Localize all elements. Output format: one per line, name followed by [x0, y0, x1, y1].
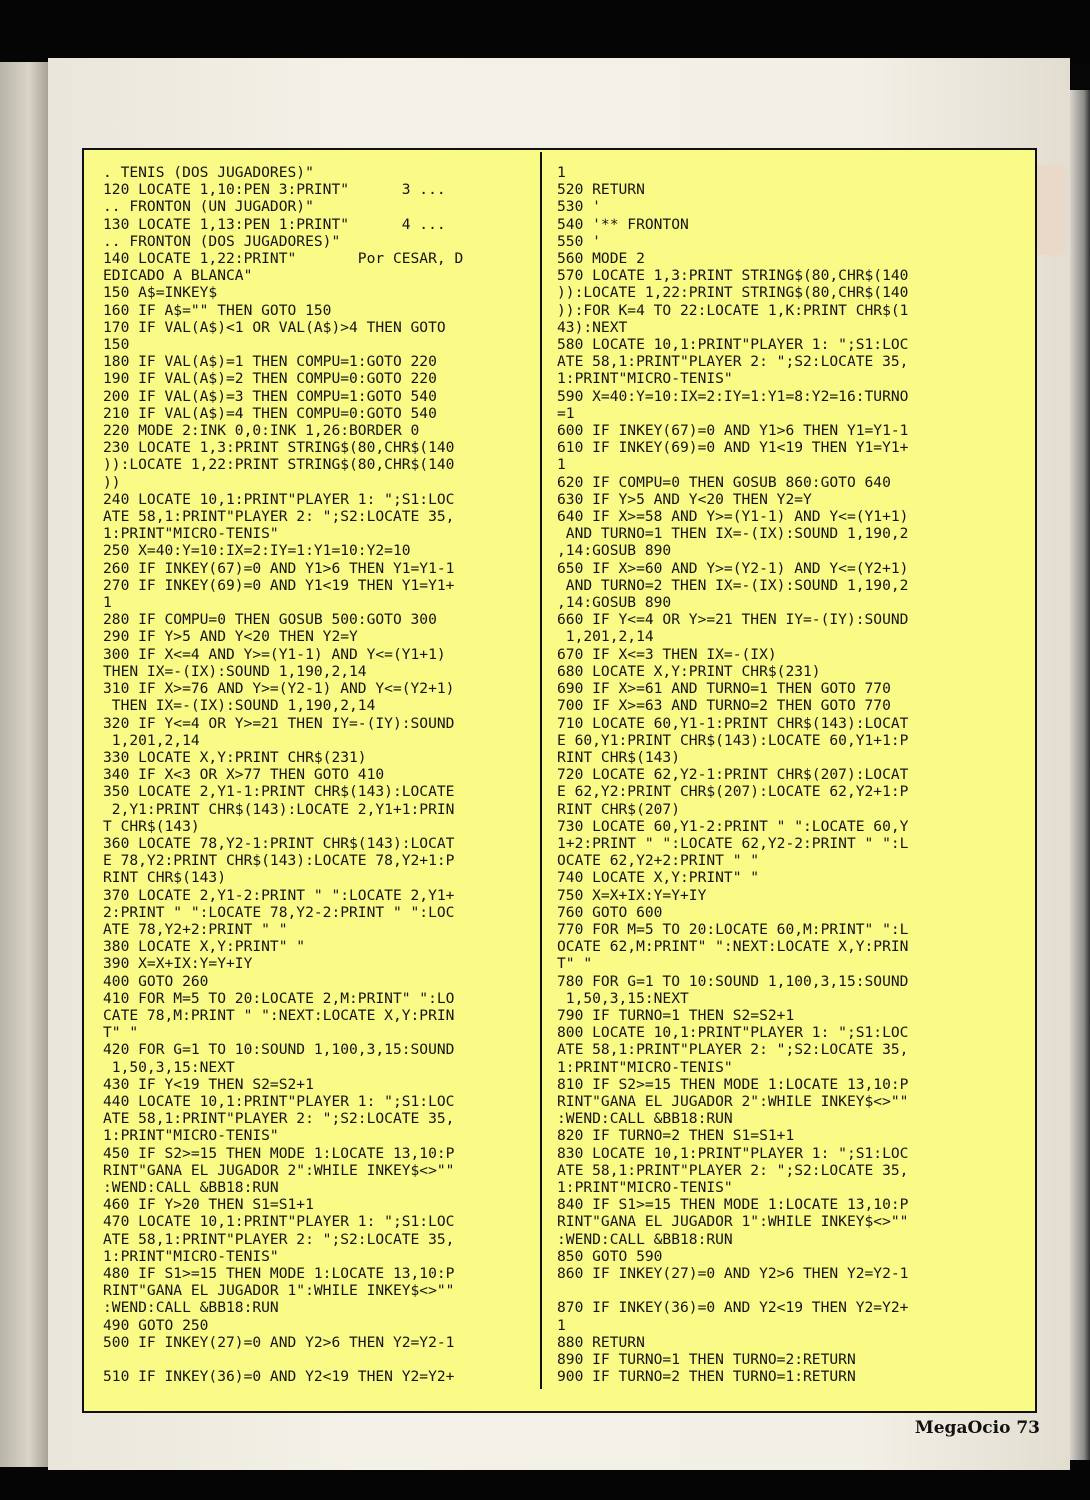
- code-line: 690 IF X>=61 AND TURNO=1 THEN GOTO 770: [557, 680, 891, 698]
- code-line: 160 IF A$="" THEN GOTO 150: [103, 301, 332, 319]
- code-line: . TENIS (DOS JUGADORES)": [103, 164, 314, 181]
- code-line: OCATE 62,Y2+2:PRINT " ": [557, 852, 760, 870]
- code-line: 1: [557, 1316, 566, 1334]
- code-line: 660 IF Y<=4 OR Y>=21 THEN IY=-(IY):SOUND: [557, 611, 909, 629]
- code-line: 210 IF VAL(A$)=4 THEN COMPU=0:GOTO 540: [103, 404, 437, 422]
- code-line: 530 ': [557, 198, 601, 216]
- code-line: 1:PRINT"MICRO-TENIS": [103, 525, 279, 543]
- code-line: 700 IF X>=63 AND TURNO=2 THEN GOTO 770: [557, 697, 891, 715]
- code-line: 800 LOCATE 10,1:PRINT"PLAYER 1: ";S1:LOC: [557, 1024, 909, 1042]
- code-line: 1: [103, 594, 112, 612]
- code-line: )):FOR K=4 TO 22:LOCATE 1,K:PRINT CHR$(1: [557, 301, 909, 319]
- code-line: 240 LOCATE 10,1:PRINT"PLAYER 1: ";S1:LOC: [103, 490, 455, 508]
- code-line: 43):NEXT: [557, 318, 628, 336]
- code-line: 630 IF Y>5 AND Y<20 THEN Y2=Y: [557, 490, 812, 508]
- code-line: 300 IF X<=4 AND Y>=(Y1-1) AND Y<=(Y1+1): [103, 645, 446, 663]
- code-line: 620 IF COMPU=0 THEN GOSUB 860:GOTO 640: [557, 473, 891, 491]
- code-line: 1,201,2,14: [103, 731, 200, 749]
- code-line: OCATE 62,M:PRINT" ":NEXT:LOCATE X,Y:PRIN: [557, 938, 909, 956]
- code-line: 340 IF X<3 OR X>77 THEN GOTO 410: [103, 766, 385, 784]
- code-line: :WEND:CALL &BB18:RUN: [103, 1299, 279, 1317]
- code-line: 490 GOTO 250: [103, 1316, 209, 1334]
- code-line: 740 LOCATE X,Y:PRINT" ": [557, 869, 760, 887]
- code-line: 850 GOTO 590: [557, 1247, 663, 1265]
- code-line: 640 IF X>=58 AND Y>=(Y1-1) AND Y<=(Y1+1): [557, 508, 909, 526]
- code-line: 1,50,3,15:NEXT: [103, 1058, 235, 1076]
- code-line: 510 IF INKEY(36)=0 AND Y2<19 THEN Y2=Y2+: [103, 1368, 455, 1386]
- code-line: ATE 58,1:PRINT"PLAYER 2: ";S2:LOCATE 35,: [103, 1230, 455, 1248]
- code-line: 670 IF X<=3 THEN IX=-(IX): [557, 645, 777, 663]
- code-line: 680 LOCATE X,Y:PRINT CHR$(231): [557, 662, 821, 680]
- code-line: :WEND:CALL &BB18:RUN: [103, 1178, 279, 1196]
- code-line: 1: [557, 164, 566, 181]
- code-line: 760 GOTO 600: [557, 903, 663, 921]
- code-line: 480 IF S1>=15 THEN MODE 1:LOCATE 13,10:P: [103, 1265, 455, 1282]
- code-line: 2,Y1:PRINT CHR$(143):LOCATE 2,Y1+1:PRIN: [103, 800, 455, 818]
- code-line: 290 IF Y>5 AND Y<20 THEN Y2=Y: [103, 628, 358, 646]
- code-line: RINT"GANA EL JUGADOR 1":WHILE INKEY$<>"": [557, 1213, 909, 1231]
- code-line: 540 '** FRONTON: [557, 215, 689, 233]
- code-line: RINT"GANA EL JUGADOR 2":WHILE INKEY$<>"": [557, 1092, 909, 1110]
- code-line: 390 X=X+IX:Y=Y+IY: [103, 955, 253, 973]
- code-line: [557, 1282, 908, 1299]
- code-line: THEN IX=-(IX):SOUND 1,190,2,14: [103, 662, 367, 680]
- code-line: .. FRONTON (UN JUGADOR)": [103, 198, 314, 216]
- code-line: 780 FOR G=1 TO 10:SOUND 1,100,3,15:SOUND: [557, 972, 909, 990]
- code-line: 810 IF S2>=15 THEN MODE 1:LOCATE 13,10:P: [557, 1075, 909, 1093]
- code-line: 280 IF COMPU=0 THEN GOSUB 500:GOTO 300: [103, 611, 437, 629]
- listing-left-column: [103, 164, 463, 1385]
- code-line: 350 LOCATE 2,Y1-1:PRINT CHR$(143):LOCATE: [103, 783, 455, 801]
- code-line: 860 IF INKEY(27)=0 AND Y2>6 THEN Y2=Y2-1: [557, 1265, 909, 1282]
- code-line: 150 A$=INKEY$: [103, 284, 218, 302]
- code-line: 520 RETURN: [557, 181, 645, 199]
- code-line: 590 X=40:Y=10:IX=2:IY=1:Y1=8:Y2=16:TURNO: [557, 387, 909, 405]
- code-line: 120 LOCATE 1,10:PEN 3:PRINT" 3 ...: [103, 181, 446, 199]
- code-line: 140 LOCATE 1,22:PRINT" Por CESAR, D: [103, 250, 464, 268]
- code-line: 380 LOCATE X,Y:PRINT" ": [103, 938, 306, 956]
- code-line: 820 IF TURNO=2 THEN S1=S1+1: [557, 1127, 795, 1145]
- code-line: RINT CHR$(207): [557, 800, 681, 818]
- code-line: 220 MODE 2:INK 0,0:INK 1,26:BORDER 0: [103, 422, 420, 440]
- code-line: 1:PRINT"MICRO-TENIS": [103, 1247, 279, 1265]
- code-line: .. FRONTON (DOS JUGADORES)": [103, 232, 341, 250]
- column-divider: [540, 152, 542, 1389]
- code-line: 430 IF Y<19 THEN S2=S2+1: [103, 1075, 314, 1093]
- code-line: )):LOCATE 1,22:PRINT STRING$(80,CHR$(140: [103, 456, 455, 474]
- code-line: RINT CHR$(143): [103, 869, 227, 887]
- code-line: )):LOCATE 1,22:PRINT STRING$(80,CHR$(140: [557, 284, 909, 302]
- code-line: 200 IF VAL(A$)=3 THEN COMPU=1:GOTO 540: [103, 387, 437, 405]
- code-line: AND TURNO=2 THEN IX=-(IX):SOUND 1,190,2: [557, 576, 909, 594]
- left-page-edge: [0, 62, 48, 1467]
- listing-right-column: [557, 164, 908, 1385]
- code-line: RINT"GANA EL JUGADOR 2":WHILE INKEY$<>"": [103, 1161, 455, 1179]
- code-line: 470 LOCATE 10,1:PRINT"PLAYER 1: ";S1:LOC: [103, 1213, 455, 1231]
- code-line: 710 LOCATE 60,Y1-1:PRINT CHR$(143):LOCAT: [557, 714, 909, 732]
- code-line: T CHR$(143): [103, 817, 200, 835]
- code-line: 500 IF INKEY(27)=0 AND Y2>6 THEN Y2=Y2-1: [103, 1333, 455, 1351]
- code-line: )): [103, 473, 121, 491]
- code-line: 1:PRINT"MICRO-TENIS": [103, 1127, 279, 1145]
- code-line: 880 RETURN: [557, 1333, 645, 1351]
- code-line: ATE 58,1:PRINT"PLAYER 2: ";S2:LOCATE 35,: [103, 1110, 455, 1128]
- code-line: ,14:GOSUB 890: [557, 542, 672, 560]
- code-line: 370 LOCATE 2,Y1-2:PRINT " ":LOCATE 2,Y1+: [103, 886, 455, 904]
- right-page-edge: [1070, 90, 1090, 1460]
- code-line: RINT"GANA EL JUGADOR 1":WHILE INKEY$<>"": [103, 1282, 455, 1300]
- code-line: 580 LOCATE 10,1:PRINT"PLAYER 1: ";S1:LOC: [557, 336, 909, 354]
- code-line: 130 LOCATE 1,13:PEN 1:PRINT" 4 ...: [103, 215, 446, 233]
- code-line: 890 IF TURNO=1 THEN TURNO=2:RETURN: [557, 1351, 856, 1369]
- code-line: 550 ': [557, 232, 601, 250]
- code-line: 260 IF INKEY(67)=0 AND Y1>6 THEN Y1=Y1-1: [103, 559, 455, 577]
- code-line: E 78,Y2:PRINT CHR$(143):LOCATE 78,Y2+1:P: [103, 852, 455, 870]
- code-line: 840 IF S1>=15 THEN MODE 1:LOCATE 13,10:P: [557, 1196, 909, 1214]
- scan-top-border: [0, 0, 1090, 62]
- code-line: 600 IF INKEY(67)=0 AND Y1>6 THEN Y1=Y1-1: [557, 422, 909, 440]
- code-line: ATE 58,1:PRINT"PLAYER 2: ";S2:LOCATE 35,: [557, 353, 909, 371]
- code-line: ATE 78,Y2+2:PRINT " ": [103, 920, 288, 938]
- code-line: 570 LOCATE 1,3:PRINT STRING$(80,CHR$(140: [557, 267, 909, 285]
- code-line: 1+2:PRINT " ":LOCATE 62,Y2-2:PRINT " ":L: [557, 834, 909, 852]
- code-line: 1:PRINT"MICRO-TENIS": [557, 1058, 733, 1076]
- code-line: 1,201,2,14: [557, 628, 654, 646]
- code-line: 610 IF INKEY(69)=0 AND Y1<19 THEN Y1=Y1+: [557, 439, 909, 457]
- page-folio: MegaOcio 73: [914, 1418, 1040, 1438]
- code-line: 720 LOCATE 62,Y2-1:PRINT CHR$(207):LOCAT: [557, 766, 909, 784]
- code-line: =1: [557, 404, 575, 422]
- code-line: CATE 78,M:PRINT " ":NEXT:LOCATE X,Y:PRIN: [103, 1006, 455, 1024]
- code-line: E 60,Y1:PRINT CHR$(143):LOCATE 60,Y1+1:P: [557, 731, 909, 749]
- code-line: 870 IF INKEY(36)=0 AND Y2<19 THEN Y2=Y2+: [557, 1299, 909, 1317]
- code-line: 650 IF X>=60 AND Y>=(Y2-1) AND Y<=(Y2+1): [557, 559, 909, 577]
- code-line: 320 IF Y<=4 OR Y>=21 THEN IY=-(IY):SOUND: [103, 714, 455, 732]
- code-line: :WEND:CALL &BB18:RUN: [557, 1110, 733, 1128]
- scan-bottom-border: [0, 1470, 1090, 1500]
- code-line: 830 LOCATE 10,1:PRINT"PLAYER 1: ";S1:LOC: [557, 1144, 909, 1162]
- code-line: ATE 58,1:PRINT"PLAYER 2: ";S2:LOCATE 35,: [557, 1161, 909, 1179]
- code-line: 1:PRINT"MICRO-TENIS": [557, 370, 733, 388]
- code-line: 400 GOTO 260: [103, 972, 209, 990]
- code-line: 170 IF VAL(A$)<1 OR VAL(A$)>4 THEN GOTO: [103, 318, 446, 336]
- code-line: 750 X=X+IX:Y=Y+IY: [557, 886, 707, 904]
- code-line: 790 IF TURNO=1 THEN S2=S2+1: [557, 1006, 795, 1024]
- code-line: THEN IX=-(IX):SOUND 1,190,2,14: [103, 697, 376, 715]
- code-line: 730 LOCATE 60,Y1-2:PRINT " ":LOCATE 60,Y: [557, 817, 909, 835]
- code-line: 450 IF S2>=15 THEN MODE 1:LOCATE 13,10:P: [103, 1144, 455, 1162]
- code-line: 250 X=40:Y=10:IX=2:IY=1:Y1=10:Y2=10: [103, 542, 411, 560]
- code-line: EDICADO A BLANCA": [103, 267, 253, 285]
- code-line: 900 IF TURNO=2 THEN TURNO=1:RETURN: [557, 1368, 856, 1386]
- code-line: 1,50,3,15:NEXT: [557, 989, 689, 1007]
- code-line: 420 FOR G=1 TO 10:SOUND 1,100,3,15:SOUND: [103, 1041, 455, 1059]
- code-line: T" ": [557, 955, 593, 973]
- code-line: 560 MODE 2: [557, 250, 645, 268]
- code-line: E 62,Y2:PRINT CHR$(207):LOCATE 62,Y2+1:P: [557, 783, 909, 801]
- code-line: 270 IF INKEY(69)=0 AND Y1<19 THEN Y1=Y1+: [103, 576, 455, 594]
- code-line: 770 FOR M=5 TO 20:LOCATE 60,M:PRINT" ":L: [557, 920, 909, 938]
- code-line: RINT CHR$(143): [557, 748, 681, 766]
- code-line: 410 FOR M=5 TO 20:LOCATE 2,M:PRINT" ":LO: [103, 989, 455, 1007]
- code-line: ATE 58,1:PRINT"PLAYER 2: ";S2:LOCATE 35,: [103, 508, 455, 526]
- code-line: 1: [557, 456, 566, 474]
- code-line: T" ": [103, 1024, 139, 1042]
- code-line: 440 LOCATE 10,1:PRINT"PLAYER 1: ";S1:LOC: [103, 1092, 455, 1110]
- code-line: 150: [103, 336, 130, 354]
- code-line: ATE 58,1:PRINT"PLAYER 2: ";S2:LOCATE 35,: [557, 1041, 909, 1059]
- code-line: 180 IF VAL(A$)=1 THEN COMPU=1:GOTO 220: [103, 353, 437, 371]
- code-line: 2:PRINT " ":LOCATE 78,Y2-2:PRINT " ":LOC: [103, 903, 455, 921]
- code-line: 1:PRINT"MICRO-TENIS": [557, 1178, 733, 1196]
- code-line: AND TURNO=1 THEN IX=-(IX):SOUND 1,190,2: [557, 525, 909, 543]
- code-line: 230 LOCATE 1,3:PRINT STRING$(80,CHR$(140: [103, 439, 455, 457]
- code-line: 190 IF VAL(A$)=2 THEN COMPU=0:GOTO 220: [103, 370, 437, 388]
- code-line: :WEND:CALL &BB18:RUN: [557, 1230, 733, 1248]
- code-line: [103, 1351, 463, 1368]
- code-line: 310 IF X>=76 AND Y>=(Y2-1) AND Y<=(Y2+1): [103, 680, 455, 698]
- code-line: 360 LOCATE 78,Y2-1:PRINT CHR$(143):LOCAT: [103, 834, 455, 852]
- code-line: ,14:GOSUB 890: [557, 594, 672, 612]
- code-line: 460 IF Y>20 THEN S1=S1+1: [103, 1196, 314, 1214]
- code-line: 330 LOCATE X,Y:PRINT CHR$(231): [103, 748, 367, 766]
